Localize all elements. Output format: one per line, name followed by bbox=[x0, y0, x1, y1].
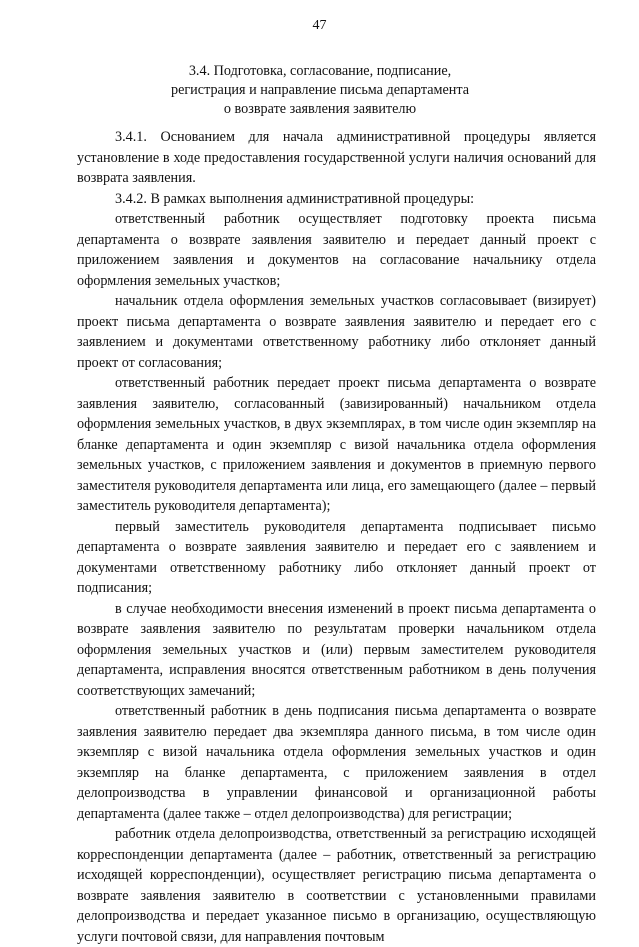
list-item-paragraph: ответственный работник передает проект письма департамента о возврате заявления заявителю, согласованный (завизированный) начальником отдела оформления земельных участков, в двух экземплярах, в том числе один экземпляр на бланке департамента и один экземпляр с визой начальника отдела оформления земельных участков, с приложением заявления и документов в приемную первого заместителя руководителя департамента или лица, его замещающего (далее – первый заместитель руководителя департамента); bbox=[77, 375, 596, 514]
document-body bbox=[77, 127, 596, 947]
list-item-paragraph: первый заместитель руководителя департамента подписывает письмо департамента о возврате заявления заявителю и передает его с заявлением и документами ответственному работнику либо отклоняет данный проект от подписания; bbox=[77, 518, 596, 596]
paragraph-3-4-1: 3.4.1. Основанием для начала административной процедуры является установление в ходе предоставления государственной услуги наличия оснований для возврата заявления. bbox=[77, 129, 596, 186]
list-item-paragraph: начальник отдела оформления земельных участков согласовывает (визирует) проект письма департамента о возврате заявления заявителю и передает его с заявлением и документами ответственному работнику либо отклоняет данный проект от согласования; bbox=[77, 293, 596, 371]
section-heading bbox=[110, 62, 530, 119]
paragraph-3-4-2: 3.4.2. В рамках выполнения административной процедуры: bbox=[115, 190, 475, 207]
page-number: 47 bbox=[312, 18, 327, 33]
list-item-paragraph: в случае необходимости внесения изменений в проект письма департамента о возврате заявления заявителю по результатам проверки начальником отдела оформления земельных участков и (или) первым заместителем руководителя департамента, исправления вносятся ответственным работником в день получения соответствующих замечаний; bbox=[77, 600, 596, 699]
list-item-paragraph: ответственный работник в день подписания письма департамента о возврате заявления заявителю передает два экземпляра данного письма, в том числе один экземпляр с визой начальника отдела оформления земельных участков и один экземпляр на бланке департамента, с приложением заявления в отдел делопроизводства в управлении финансовой и организационной работы департамента (далее также – отдел делопроизводства) для регистрации; bbox=[77, 703, 596, 822]
section-heading-line: о возврате заявления заявителю bbox=[223, 101, 417, 117]
section-heading-line: регистрация и направление письма департамента bbox=[170, 82, 470, 98]
section-heading-line: 3.4. Подготовка, согласование, подписание, bbox=[188, 63, 452, 79]
list-item-paragraph: ответственный работник осуществляет подготовку проекта письма департамента о возврате заявления заявителю и передает данный проект с приложением заявления и документов на согласование начальнику отдела оформления земельных участков; bbox=[77, 211, 596, 289]
list-item-paragraph: работник отдела делопроизводства, ответственный за регистрацию исходящей корреспонденции департамента (далее – работник, ответственный за регистрацию исходящей корреспонденции), осуществляет регистрацию письма департамента о возврате заявления заявителю в соответствии с установленными правилами делопроизводства и передает указанное письмо в организацию, осуществляющую услуги почтовой связи, для направления почтовым bbox=[77, 826, 596, 945]
